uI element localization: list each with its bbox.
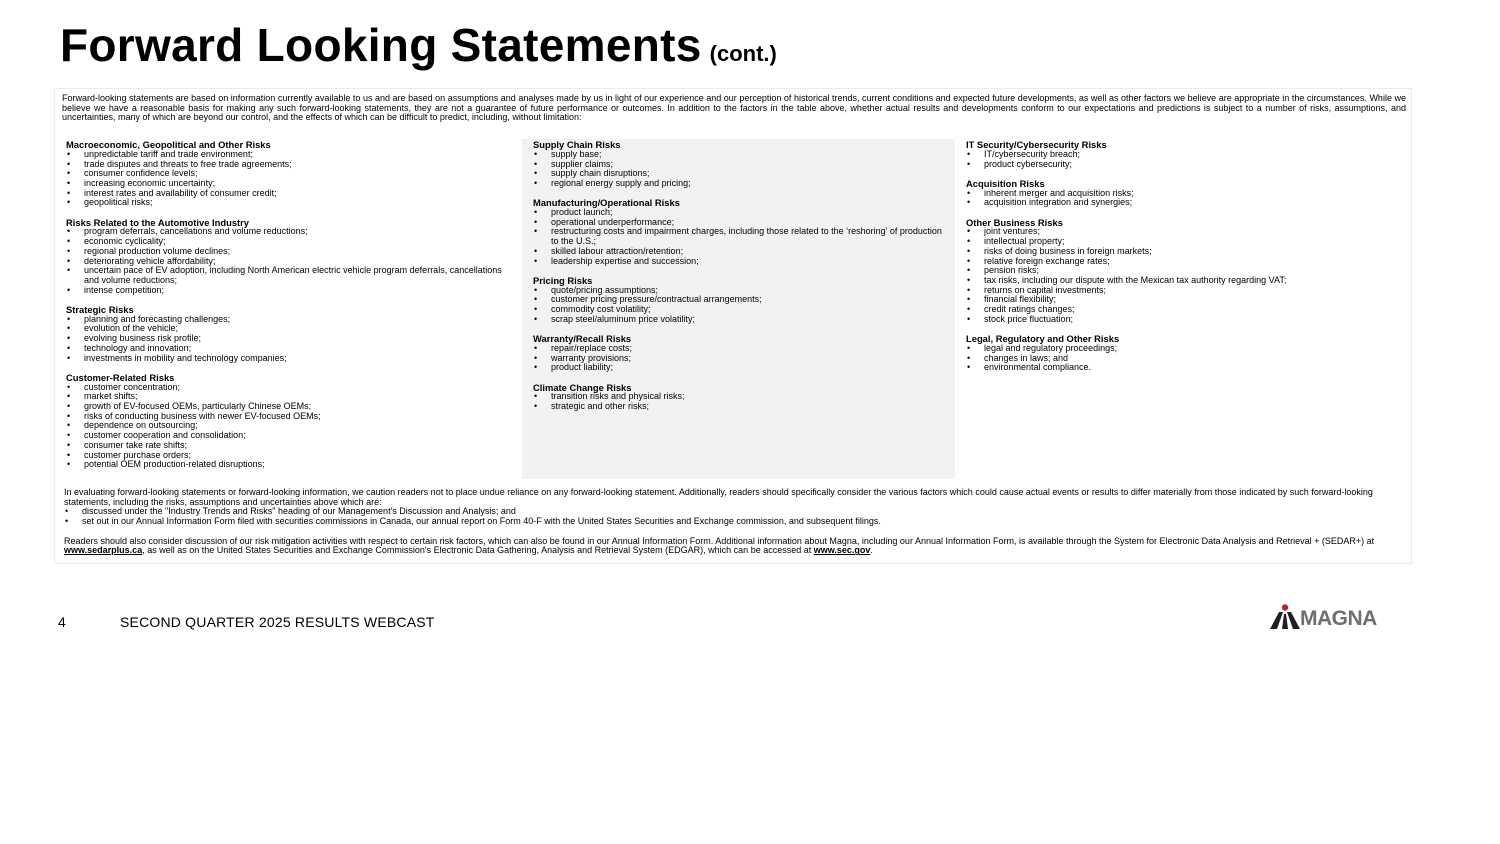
risk-section-heading: Warranty/Recall Risks: [533, 333, 632, 345]
risk-item: • quote/pricing assumptions;: [533, 286, 945, 296]
risk-section-heading: Legal, Regulatory and Other Risks: [966, 333, 1120, 345]
slide-title: [60, 18, 777, 72]
title-main: Forward Looking Statements: [60, 19, 702, 71]
risk-list: [966, 150, 1402, 169]
additional-info-paragraph: [64, 537, 1408, 556]
magna-mark-icon: [1270, 604, 1300, 630]
risk-item: • program deferrals, cancellations and volume reductions;: [66, 227, 512, 237]
risk-item: • supply chain disruptions;: [533, 169, 945, 179]
risk-list: [533, 150, 945, 189]
risk-item: • regional energy supply and pricing;: [533, 179, 945, 189]
risk-list: [66, 227, 512, 295]
title-suffix: (cont.): [709, 41, 777, 66]
statements-panel: [54, 88, 1412, 564]
risk-item: • scrap steel/aluminum price volatility;: [533, 315, 945, 325]
risk-list: [66, 315, 512, 364]
risk-item: • product launch;: [533, 208, 945, 218]
risk-item: • joint ventures;: [966, 227, 1402, 237]
risk-item: • repair/replace costs;: [533, 344, 945, 354]
risk-item: • risks of doing business in foreign markets;: [966, 247, 1402, 257]
risk-item: • environmental compliance.: [966, 363, 1402, 373]
risk-section: [533, 198, 945, 266]
risk-item: • inherent merger and acquisition risks;: [966, 189, 1402, 199]
sec-link[interactable]: www.sec.gov: [813, 545, 871, 556]
magna-logo: [1270, 604, 1412, 630]
risk-item: • supply base;: [533, 150, 945, 160]
additional-info-end: .: [870, 545, 873, 556]
risk-item: • increasing economic uncertainty;: [66, 179, 512, 189]
risk-list: [66, 383, 512, 470]
risk-item: • acquisition integration and synergies;: [966, 198, 1402, 208]
risk-item: • growth of EV-focused OEMs, particularly Chinese OEMs;: [66, 402, 512, 412]
page-number: 4: [58, 614, 66, 630]
risk-section-heading: Strategic Risks: [66, 303, 134, 315]
risk-item: • strategic and other risks;: [533, 402, 945, 412]
risk-item: • technology and innovation;: [66, 344, 512, 354]
risk-item: • legal and regulatory proceedings;: [966, 344, 1402, 354]
additional-info-text: Readers should also consider discussion of our risk mitigation activities with respect to certain risk factors, which can also be found in our Annual Information Form. Additional information about Magna, including our Annual Information Form, is available through the System for Electronic Data Analysis and Retrieval + (SEDAR+) at: [64, 535, 1375, 546]
risk-section-heading: Other Business Risks: [966, 216, 1063, 228]
risk-item: • customer purchase orders;: [66, 451, 512, 461]
risk-list: [966, 189, 1402, 208]
risk-section: [533, 276, 945, 325]
risk-section-heading: Customer-Related Risks: [66, 371, 175, 383]
risk-section: [966, 334, 1402, 373]
risk-item: • skilled labour attraction/retention;: [533, 247, 945, 257]
factor-item: • discussed under the "Industry Trends and Risks" heading of our Management's Discussion and Analysis; and: [64, 507, 1408, 517]
risk-section-heading: Risks Related to the Automotive Industry: [66, 216, 250, 228]
risk-section: [66, 218, 512, 296]
risk-section: [533, 383, 945, 412]
risk-item: • returns on capital investments;: [966, 286, 1402, 296]
risk-item: • product liability;: [533, 363, 945, 373]
closing-text: [64, 488, 1408, 556]
risk-item: • warranty provisions;: [533, 354, 945, 364]
risk-section: [966, 179, 1402, 208]
risk-item: • IT/cybersecurity breach;: [966, 150, 1402, 160]
risk-item: • geopolitical risks;: [66, 198, 512, 208]
risk-section-heading: Pricing Risks: [533, 274, 593, 286]
risk-section: [66, 305, 512, 363]
risk-item: • intellectual property;: [966, 237, 1402, 247]
risk-list: [533, 344, 945, 373]
risk-section: [533, 140, 945, 189]
risk-item: • supplier claims;: [533, 160, 945, 170]
risk-item: • transition risks and physical risks;: [533, 392, 945, 402]
risk-item: • intense competition;: [66, 286, 512, 296]
risk-item: • changes in laws; and: [966, 354, 1402, 364]
risk-column-2: [522, 139, 955, 479]
risk-section: [66, 140, 512, 208]
risk-item: • pension risks;: [966, 266, 1402, 276]
risk-item: • uncertain pace of EV adoption, including North American electric vehicle program deferrals, cancellations and volume reductions;: [66, 266, 512, 285]
risk-item: • restructuring costs and impairment charges, including those related to the ‘reshoring’ of production to the U.S.;: [533, 227, 945, 246]
risk-item: • consumer confidence levels;: [66, 169, 512, 179]
risk-section: [533, 334, 945, 373]
risk-column-3: [955, 139, 1412, 479]
risk-column-1: [55, 139, 522, 479]
risk-item: • evolving business risk profile;: [66, 334, 512, 344]
logo-wordmark: MAGNA: [1300, 607, 1377, 630]
risk-item: • credit ratings changes;: [966, 305, 1402, 315]
risk-list: [533, 208, 945, 266]
risk-item: • tax risks, including our dispute with the Mexican tax authority regarding VAT;: [966, 276, 1402, 286]
risk-section-heading: IT Security/Cybersecurity Risks: [966, 139, 1107, 150]
risk-item: • trade disputes and threats to free trade agreements;: [66, 160, 512, 170]
risk-item: • investments in mobility and technology companies;: [66, 354, 512, 364]
risk-item: • planning and forecasting challenges;: [66, 315, 512, 325]
risk-section: [966, 140, 1402, 169]
risk-item: • unpredictable tariff and trade environment;: [66, 150, 512, 160]
risk-list: [966, 344, 1402, 373]
risk-item: • financial flexibility;: [966, 295, 1402, 305]
risk-item: • customer concentration;: [66, 383, 512, 393]
risk-section-heading: Acquisition Risks: [966, 177, 1045, 189]
risk-section: [66, 373, 512, 470]
factor-list: [64, 507, 1408, 526]
risk-item: • consumer take rate shifts;: [66, 441, 512, 451]
risk-item: • evolution of the vehicle;: [66, 324, 512, 334]
risk-item: • commodity cost volatility;: [533, 305, 945, 315]
footer-title: SECOND QUARTER 2025 RESULTS WEBCAST: [120, 614, 435, 630]
risk-section-heading: Macroeconomic, Geopolitical and Other Risks: [66, 139, 271, 150]
risk-item: • deteriorating vehicle affordability;: [66, 257, 512, 267]
sedar-link[interactable]: www.sedarplus.ca: [64, 545, 143, 556]
risk-section-heading: Climate Change Risks: [533, 381, 632, 393]
risk-item: • customer cooperation and consolidation;: [66, 431, 512, 441]
factor-item: • set out in our Annual Information Form filed with securities commissions in Canada, our annual report on Form 40-F with the United States Securities and Exchange commission, and subsequent filings.: [64, 517, 1408, 527]
risk-item: • stock price fluctuation;: [966, 315, 1402, 325]
risk-section-heading: Manufacturing/Operational Risks: [533, 197, 680, 209]
risk-list: [533, 392, 945, 411]
risk-section-heading: Supply Chain Risks: [533, 139, 621, 150]
risk-item: • interest rates and availability of consumer credit;: [66, 189, 512, 199]
risk-list: [533, 286, 945, 325]
intro-paragraph: Forward-looking statements are based on information currently available to us and are based on assumptions and analyses made by us in light of our experience and our perception of historical trends, current conditions and expected future developments, as well as other factors we believe are appropriate in the circumstances. While we believe we have a reasonable basis for making any such forward-looking statements, they are not a guarantee of future performance or outcomes. In addition to the factors in the table above, whether actual results and developments conform to our expectations and predictions is subject to a number of risks, assumptions, and uncertainties, many of which are beyond our control, and the effects of which can be difficult to predict, including, without limitation:: [62, 93, 1406, 123]
risk-item: • customer pricing pressure/contractual arrangements;: [533, 295, 945, 305]
risk-item: • market shifts;: [66, 392, 512, 402]
caution-paragraph: In evaluating forward-looking statements or forward-looking information, we caution readers not to place undue reliance on any forward-looking statement. Additionally, readers should specifically consider the various factors which could cause actual events or results to differ materially from those indicated by such forward-looking statements, including the risks, assumptions and uncertainties above which are:: [64, 487, 1373, 507]
risk-item: • leadership expertise and succession;: [533, 257, 945, 267]
risk-item: • economic cyclicality;: [66, 237, 512, 247]
risk-item: • regional production volume declines;: [66, 247, 512, 257]
risk-item: • product cybersecurity;: [966, 160, 1402, 170]
risk-item: • operational underperformance;: [533, 218, 945, 228]
risk-item: • relative foreign exchange rates;: [966, 257, 1402, 267]
additional-info-text-2: , as well as on the United States Securities and Exchange Commission's Electronic Data Gathering, Analysis and Retrieval System (EDGAR), which can be accessed at: [142, 545, 814, 556]
risk-section: [966, 218, 1402, 325]
risk-item: • potential OEM production-related disruptions;: [66, 460, 512, 470]
risk-list: [66, 150, 512, 208]
risk-item: • dependence on outsourcing;: [66, 421, 512, 431]
risk-item: • risks of conducting business with newer EV-focused OEMs;: [66, 412, 512, 422]
risk-list: [966, 227, 1402, 324]
